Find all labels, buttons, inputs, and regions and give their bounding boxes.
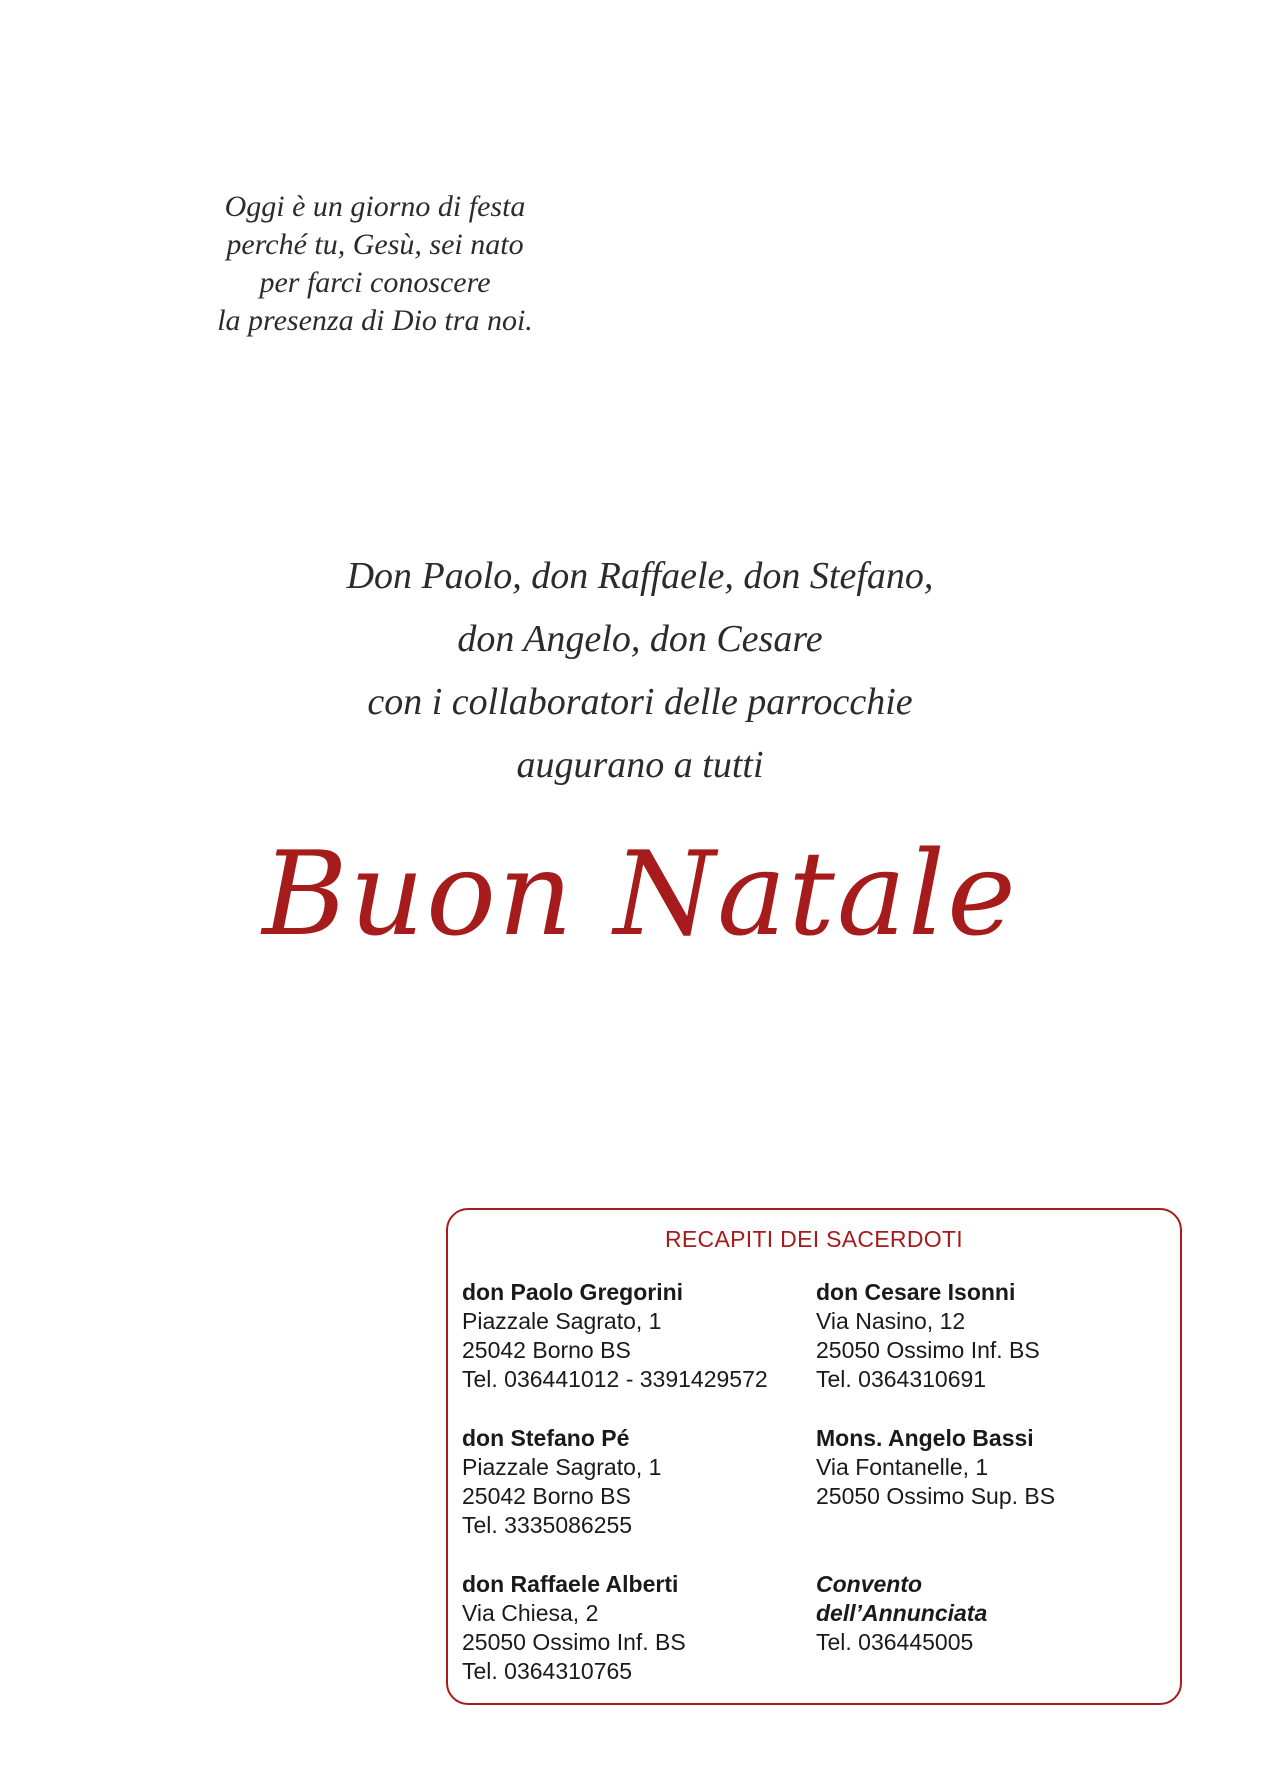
- contact-address: Piazzale Sagrato, 1: [462, 1454, 662, 1480]
- contact-name: don Cesare Isonni: [816, 1279, 1016, 1305]
- contact-address: Via Nasino, 12: [816, 1308, 966, 1334]
- contacts-heading: RECAPITI DEI SACERDOTI: [665, 1226, 963, 1252]
- contact-address: Via Chiesa, 2: [462, 1600, 599, 1626]
- contact-name: Convento: [816, 1571, 923, 1597]
- contact-entry: [462, 1424, 822, 1570]
- contacts-left-column: [462, 1278, 822, 1716]
- contact-entry: [816, 1570, 1176, 1716]
- poem-line: per farci conoscere: [259, 266, 491, 299]
- contact-phone: Tel. 0364310765: [462, 1658, 633, 1684]
- poem: [175, 188, 575, 340]
- contacts-box: [446, 1208, 1182, 1705]
- contact-name: dell’Annunciata: [816, 1600, 988, 1626]
- contact-name: don Raffaele Alberti: [462, 1571, 679, 1597]
- contacts-right-column: [816, 1278, 1176, 1716]
- contact-city: 25050 Ossimo Inf. BS: [462, 1629, 686, 1655]
- contact-city: 25042 Borno BS: [462, 1483, 631, 1509]
- contact-entry: [816, 1278, 1176, 1424]
- contact-name: don Paolo Gregorini: [462, 1279, 684, 1305]
- contact-name: Mons. Angelo Bassi: [816, 1425, 1034, 1451]
- contact-address: Piazzale Sagrato, 1: [462, 1308, 662, 1334]
- contact-phone: Tel. 3335086255: [462, 1512, 633, 1538]
- contact-phone: Tel. 036445005: [816, 1629, 974, 1655]
- contact-entry: [462, 1570, 822, 1716]
- contact-city: 25042 Borno BS: [462, 1337, 631, 1363]
- poem-line: perché tu, Gesù, sei nato: [226, 228, 524, 261]
- greeting-line: don Angelo, don Cesare: [457, 618, 823, 660]
- contact-address: Via Fontanelle, 1: [816, 1454, 989, 1480]
- contact-phone: Tel. 0364310691: [816, 1366, 987, 1392]
- greeting-line: con i collaboratori delle parrocchie: [367, 681, 913, 723]
- poem-line: Oggi è un giorno di festa: [224, 190, 526, 223]
- greeting-line: augurano a tutti: [516, 744, 764, 786]
- contact-name: don Stefano Pé: [462, 1425, 630, 1451]
- contact-phone: Tel. 036441012 - 3391429572: [462, 1366, 768, 1392]
- greeting: [200, 545, 1080, 797]
- contact-city: 25050 Ossimo Inf. BS: [816, 1337, 1040, 1363]
- poem-line: la presenza di Dio tra noi.: [217, 304, 533, 337]
- page-title: Buon Natale: [262, 827, 1018, 962]
- greeting-line: Don Paolo, don Raffaele, don Stefano,: [346, 555, 934, 597]
- contact-entry: [462, 1278, 822, 1424]
- contact-entry: [816, 1424, 1176, 1570]
- contact-city: 25050 Ossimo Sup. BS: [816, 1483, 1056, 1509]
